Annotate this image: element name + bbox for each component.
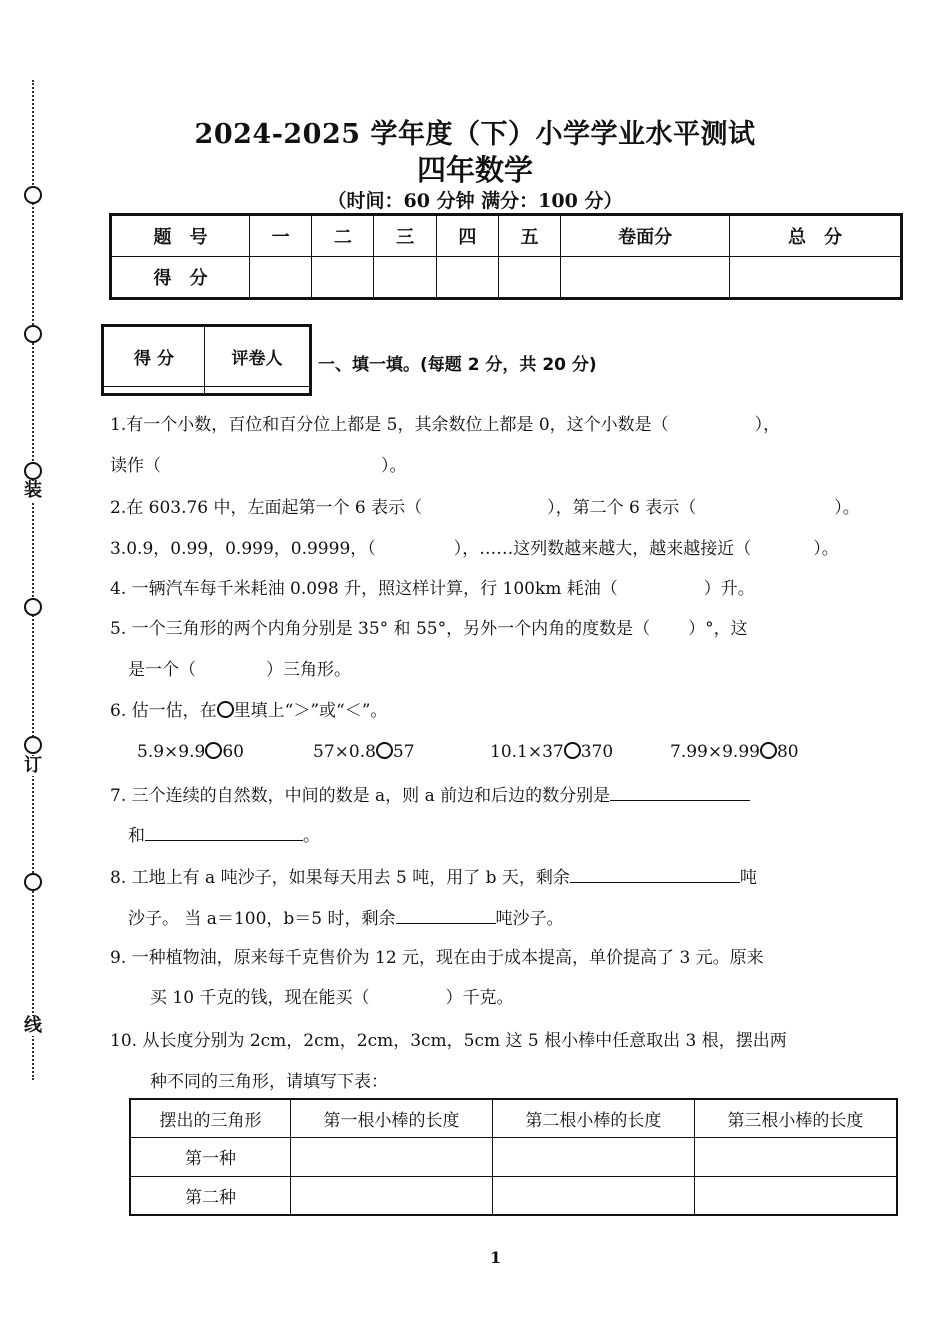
question-text: 10. 从长度分别为 2cm，2cm，2cm，3cm，5cm 这 5 根小棒中任意取出 3 根，摆出两 <box>110 1031 787 1051</box>
exam-subject: 四年数学 <box>416 153 533 187</box>
question-8-cont <box>128 905 564 930</box>
answer-blank[interactable] <box>570 864 740 883</box>
question-5 <box>110 618 748 640</box>
question-text: ）千克。 <box>445 988 514 1008</box>
question-6 <box>110 700 387 722</box>
question-5-cont <box>128 659 351 681</box>
question-text: 4. 一辆汽车每千米耗油 0.098 升，照这样计算，行 100km 耗油（ <box>110 579 618 599</box>
question-text: 3.0.9，0.99，0.999，0.9999，（ <box>110 539 376 559</box>
triangle-answer-cell[interactable] <box>291 1176 493 1215</box>
question-6-item <box>670 741 799 763</box>
question-text: ）升。 <box>703 579 755 599</box>
table-row <box>130 1176 897 1215</box>
question-6-item <box>313 741 415 763</box>
answer-blank[interactable] <box>396 905 496 924</box>
question-text: 沙子。 当 a＝100，b＝5 时，剩余 <box>128 909 396 929</box>
grader-table <box>101 324 312 396</box>
compare-circle-icon <box>217 701 234 718</box>
question-text: 吨沙子。 <box>495 909 564 929</box>
expression: 7.99×9.99 <box>670 742 760 762</box>
binding-hole-icon <box>24 873 42 891</box>
question-text: 5. 一个三角形的两个内角分别是 35° 和 55°，另外一个内角的度数是（ <box>110 619 651 639</box>
score-cell[interactable] <box>730 257 902 299</box>
triangle-header-cell: 第三根小棒的长度 <box>694 1099 897 1138</box>
score-cell[interactable] <box>498 257 560 299</box>
question-text: ）°，这 <box>688 619 748 639</box>
question-text: 是一个（ <box>128 660 196 680</box>
compare-circle-input[interactable] <box>376 742 393 759</box>
score-header-cell: 一 <box>250 215 312 257</box>
question-text: 读作（ <box>110 456 161 476</box>
binding-hole-icon <box>24 325 42 343</box>
grader-name-cell[interactable] <box>205 386 311 394</box>
score-cell[interactable] <box>561 257 730 299</box>
question-text: 和 <box>128 826 145 846</box>
answer-blank[interactable] <box>145 822 303 841</box>
expression: 60 <box>222 742 244 762</box>
expression: 80 <box>776 742 799 762</box>
question-text: 吨 <box>739 868 757 888</box>
triangle-header-cell: 摆出的三角形 <box>130 1099 291 1138</box>
expression: 5.9×9.9 <box>137 742 206 762</box>
grader-score-label: 得 分 <box>103 326 205 387</box>
question-1-cont <box>110 455 407 477</box>
score-header-cell: 总 分 <box>730 215 902 257</box>
binding-hole-icon <box>24 462 42 480</box>
triangle-answer-cell[interactable] <box>694 1176 897 1215</box>
expression: 370 <box>580 742 614 762</box>
compare-circle-input[interactable] <box>760 742 777 759</box>
question-text: 6. 估一估，在 <box>110 701 217 721</box>
triangle-table <box>129 1098 898 1216</box>
binding-dotted-line <box>32 80 34 1080</box>
exam-info: （时间：60 分钟 满分：100 分） <box>327 190 623 212</box>
question-text: ），第二个 6 表示（ <box>547 498 697 518</box>
question-9-cont <box>150 987 513 1009</box>
question-text: 2.在 603.76 中，左面起第一个 6 表示（ <box>110 498 423 518</box>
question-text: 里填上“＞”或“＜”。 <box>233 701 388 721</box>
question-8 <box>110 864 757 889</box>
score-cell[interactable] <box>436 257 498 299</box>
binding-char-xian: 线 <box>24 1015 42 1036</box>
compare-circle-input[interactable] <box>564 742 581 759</box>
binding-hole-icon <box>24 598 42 616</box>
answer-blank[interactable] <box>610 782 750 801</box>
question-6-item <box>490 741 613 763</box>
triangle-row-label: 第一种 <box>130 1138 291 1176</box>
question-text: ）， <box>754 415 781 435</box>
score-cell[interactable] <box>374 257 436 299</box>
triangle-table-header-row <box>130 1099 897 1138</box>
score-header-cell: 题 号 <box>111 215 250 257</box>
question-text: 。 <box>303 826 320 846</box>
question-4 <box>110 578 755 600</box>
score-cell[interactable] <box>250 257 312 299</box>
score-row-label: 得 分 <box>111 257 250 299</box>
compare-circle-input[interactable] <box>205 742 222 759</box>
score-cell[interactable] <box>312 257 374 299</box>
score-table <box>109 213 903 300</box>
score-header-cell: 二 <box>312 215 374 257</box>
exam-title: 2024-2025 学年度（下）小学学业水平测试 <box>194 119 756 150</box>
grader-score-cell[interactable] <box>103 386 205 394</box>
score-table-header-row <box>111 215 902 257</box>
question-text: 种不同的三角形，请填写下表： <box>150 1072 388 1092</box>
question-text: ）三角形。 <box>266 660 351 680</box>
question-text: ）。 <box>834 498 860 518</box>
triangle-answer-cell[interactable] <box>694 1138 897 1176</box>
question-10-cont <box>150 1071 388 1093</box>
question-text: 8. 工地上有 a 吨沙子，如果每天用去 5 吨，用了 b 天，剩余 <box>110 868 570 888</box>
question-text: ），……这列数越来越大，越来越接近（ <box>453 539 752 559</box>
grader-name-label: 评卷人 <box>205 326 311 387</box>
table-row <box>130 1138 897 1176</box>
triangle-header-cell: 第一根小棒的长度 <box>291 1099 493 1138</box>
question-6-item <box>137 741 244 763</box>
triangle-answer-cell[interactable] <box>492 1176 694 1215</box>
triangle-answer-cell[interactable] <box>492 1138 694 1176</box>
triangle-row-label: 第二种 <box>130 1176 291 1215</box>
question-7-cont <box>128 822 320 847</box>
question-2 <box>110 497 860 519</box>
score-header-cell: 四 <box>436 215 498 257</box>
section-1-heading: 一、填一填。(每题 2 分，共 20 分) <box>318 355 597 375</box>
binding-hole-icon <box>24 736 42 754</box>
question-1 <box>110 414 780 436</box>
question-text: ）。 <box>381 456 407 476</box>
question-text: 9. 一种植物油，原来每千克售价为 12 元，现在由于成本提高，单价提高了 3 元。原来 <box>110 948 764 968</box>
score-header-cell: 三 <box>374 215 436 257</box>
binding-char-ding: 订 <box>24 755 42 776</box>
score-table-value-row <box>111 257 902 299</box>
score-header-cell: 五 <box>498 215 560 257</box>
question-7 <box>110 782 750 807</box>
expression: 57 <box>392 742 415 762</box>
expression: 57×0.8 <box>313 742 376 762</box>
expression: 10.1×37 <box>490 742 564 762</box>
question-text: 买 10 千克的钱，现在能买（ <box>150 988 370 1008</box>
binding-char-zhuang: 装 <box>24 480 42 501</box>
question-9 <box>110 947 764 969</box>
question-3 <box>110 538 839 560</box>
page-number: 1 <box>490 1248 502 1267</box>
question-text: 1.有一个小数，百位和百分位上都是 5，其余数位上都是 0，这个小数是（ <box>110 415 669 435</box>
question-text: 7. 三个连续的自然数，中间的数是 a，则 a 前边和后边的数分别是 <box>110 786 611 806</box>
triangle-header-cell: 第二根小棒的长度 <box>492 1099 694 1138</box>
question-text: ）。 <box>813 539 839 559</box>
score-header-cell: 卷面分 <box>561 215 730 257</box>
question-10 <box>110 1030 787 1052</box>
triangle-answer-cell[interactable] <box>291 1138 493 1176</box>
